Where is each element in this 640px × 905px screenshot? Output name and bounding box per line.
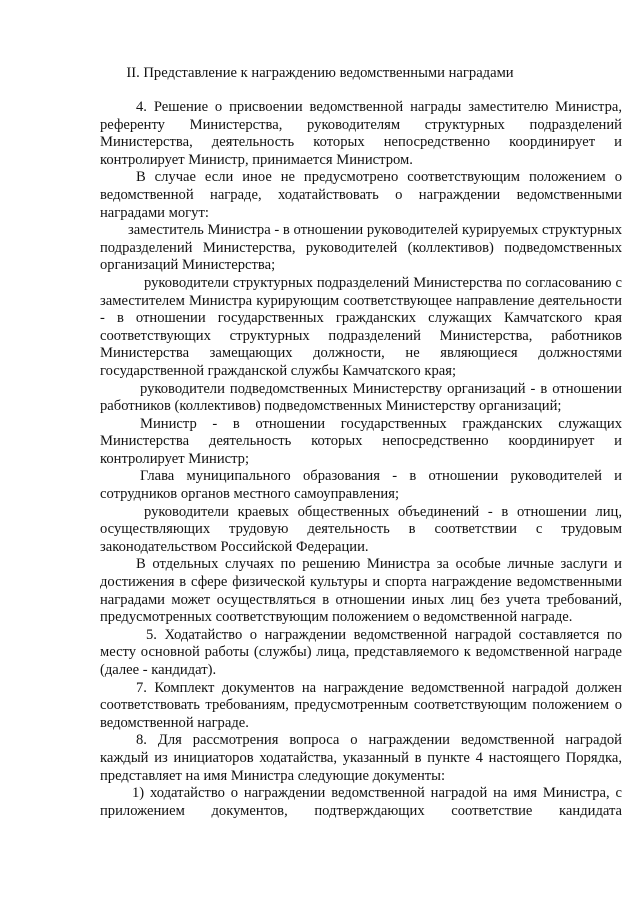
paragraph-item-4: 4. Решение о присвоении ведомственной награды заместителю Министра, референту Министерства, руководителям структурных подразделений Министерства, деятельность которых непосредственно координирует и контролирует Министр, принимается Министром. <box>100 99 622 168</box>
paragraph-division-heads: руководители структурных подразделений Министерства по согласованию с заместителем Министра курирующим соответствующее направление деятельности - в отношении государственных гражданских служащих Камчатского края соответствующих структурных подразделений Министерства, работников Министерства замещающих должности, не являющиеся должностями государственной гражданской службы Камчатского края; <box>100 274 622 379</box>
paragraph-item-8: 8. Для рассмотрения вопроса о награждении ведомственной наградой каждый из инициаторов ходатайства, указанный в пункте 4 настоящего Порядка, представляет на имя Министра следующие документы: <box>100 732 622 784</box>
paragraph-public-associations: руководители краевых общественных объединений - в отношении лиц, осуществляющих трудовую деятельность в соответствии с трудовым законодательством Российской Федерации. <box>100 503 622 555</box>
section-title: II. Представление к награждению ведомственными наградами <box>126 65 514 81</box>
paragraph-minister: Министр - в отношении государственных гражданских служащих Министерства деятельность которых непосредственно координирует и контролирует Министр; <box>100 415 622 467</box>
paragraph-org-heads: руководители подведомственных Министерству организаций - в отношении работников (коллективов) подведомственных Министерству организаций; <box>100 380 622 415</box>
paragraph-item-8-1: 1) ходатайство о награждении ведомственной наградой на имя Министра, с приложением документов, подтверждающих соответствие кандидата <box>100 785 622 819</box>
paragraph-nominators-intro: В случае если иное не предусмотрено соответствующим положением о ведомственной награде, ходатайствовать о награждении ведомственными наградами могут: <box>100 169 622 221</box>
paragraph-special-cases: В отдельных случаях по решению Министра за особые личные заслуги и достижения в сфере физической культуры и спорта награждение ведомственными наградами может осуществляться в отношении иных лиц без учета требований, предусмотренных соответствующим положением о ведомственной награде. <box>100 556 622 626</box>
paragraph-item-5: 5. Ходатайство о награждении ведомственной наградой составляется по месту основной работы (службы) лица, представляемого к ведомственной награде (далее - кандидат). <box>100 626 622 678</box>
paragraph-municipal-head: Глава муниципального образования - в отношении руководителей и сотрудников органов местного самоуправления; <box>100 468 622 503</box>
paragraph-deputy-minister: заместитель Министра - в отношении руководителей курируемых структурных подразделений Министерства, руководителей (коллективов) подведомственных организаций Министерства; <box>100 222 622 274</box>
paragraph-item-7: 7. Комплект документов на награждение ведомственной наградой должен соответствовать требованиям, предусмотренным соответствующим положением о ведомственной награде. <box>100 679 622 731</box>
document-body <box>100 99 622 820</box>
